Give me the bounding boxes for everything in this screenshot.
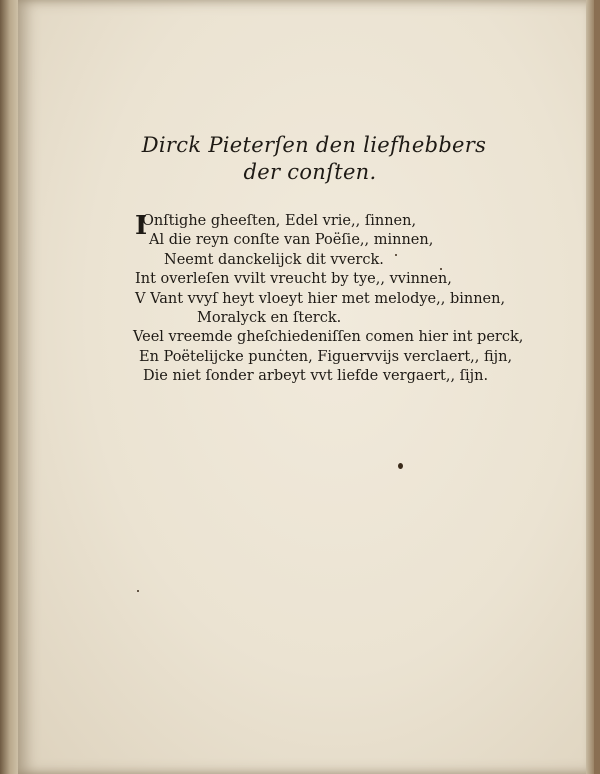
page-edge: [586, 0, 594, 774]
poem-line: Onſtighe gheeſten, Edel vrie,, ſinnen,: [142, 213, 417, 229]
ink-spot: [440, 268, 442, 270]
poem-body: [133, 212, 523, 387]
ink-spot: [398, 463, 403, 469]
poem-line: En Poëtelijcke punċten, Figuervvijs verclaert,, fijn,: [139, 348, 513, 365]
poem-line: Neemt danckelijck dit vverck.: [164, 251, 384, 268]
drop-initial: I: [135, 211, 148, 241]
ink-spot: [395, 254, 397, 256]
book-page: [18, 0, 594, 774]
poem-line: Moralyck en ſterck.: [197, 310, 342, 327]
poem-line: Veel vreemde gheſchiedeniſſen comen hier int perck,: [133, 329, 524, 346]
page-title-line-2: der conſten.: [243, 160, 377, 184]
poem-line: Int overleſen vvilt vreucht by tye,, vvinnen,: [135, 271, 452, 288]
poem-line: V Vant vvyſ heyt vloeyt hier met melodye,, binnen,: [135, 290, 506, 307]
ink-spot: [137, 590, 139, 592]
page-title-line-1: Dirck Pieterſen den liefhebbers: [141, 133, 487, 157]
poem-line: Al die reyn conſte van Poëſie,, minnen,: [149, 232, 434, 249]
poem-line: Die niet ſonder arbeyt vvt liefde vergaert,, ſijn.: [143, 368, 489, 385]
